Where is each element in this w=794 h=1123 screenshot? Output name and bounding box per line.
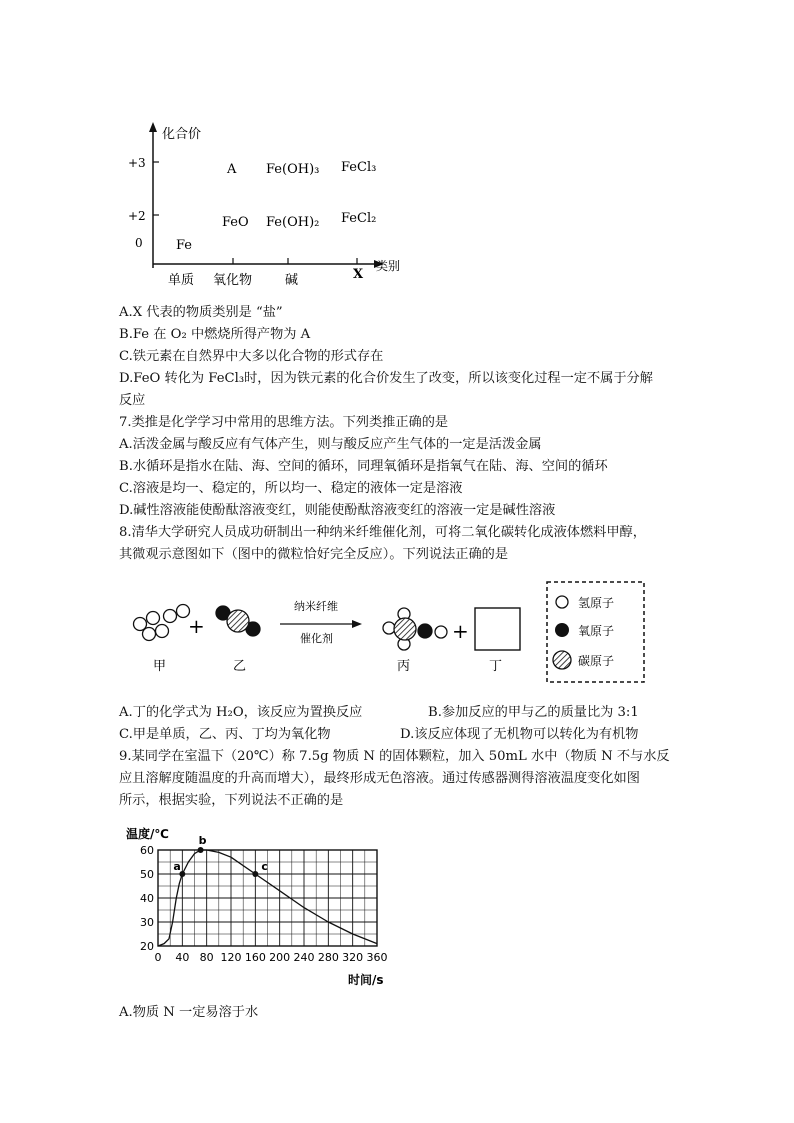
product-bing-molecule (383, 608, 447, 650)
chart-point-label-b: b (198, 834, 207, 847)
valence-y-label: 化合价 (162, 127, 202, 142)
q8-option-b: B.参加反应的甲与乙的质量比为 3:1 (428, 705, 639, 720)
product-ding-box (475, 608, 520, 650)
legend-c-label: 碳原子 (578, 654, 615, 668)
valence-chart (120, 118, 420, 298)
chart-y-tick-label: 20 (140, 940, 154, 953)
valence-x-label: 类别 (376, 259, 401, 273)
q9-stem-line1: 9.某同学在室温下（20℃）称 7.5g 物质 N 的固体颗粒，加入 50mL 水中（物质 N 不与水反 (119, 749, 670, 764)
temperature-chart (120, 822, 395, 992)
cell-a: A (227, 162, 237, 177)
cell-feoh3: Fe(OH)₃ (266, 162, 320, 177)
cell-fecl2: FeCl₂ (341, 211, 377, 226)
q9-option-a: A.物质 N 一定易溶于水 (119, 1005, 259, 1020)
chart-y-tick-label: 30 (140, 916, 154, 929)
label-yi: 乙 (233, 659, 247, 674)
reactant-jia-molecules (134, 605, 190, 641)
q8-stem-line2: 其微观示意图如下（图中的微粒恰好完全反应）。下列说法正确的是 (119, 547, 509, 562)
chart-x-tick-label: 200 (269, 951, 291, 964)
cell-feo: FeO (222, 215, 249, 230)
c-atom (394, 618, 416, 640)
q7-option-a: A.活泼金属与酸反应有气体产生，则与酸反应产生气体的一定是活泼金属 (119, 437, 542, 452)
label-ding: 丁 (489, 659, 503, 674)
reactant-yi-molecule (216, 606, 260, 636)
catalyst-top-label: 纳米纤维 (294, 600, 338, 613)
label-bing: 丙 (397, 659, 411, 674)
q8-stem-line1: 8.清华大学研究人员成功研制出一种纳米纤维催化剂，可将二氧化碳转化成液体燃料甲醇， (119, 525, 646, 540)
chart-y-tick-label: 50 (140, 868, 154, 881)
chart-x-tick-label: 280 (317, 951, 339, 964)
h-atom (383, 622, 395, 634)
q7-option-d: D.碱性溶液能使酚酞溶液变红，则能使酚酞溶液变红的溶液一定是碱性溶液 (119, 503, 556, 518)
cat-oxide: 氧化物 (213, 273, 253, 288)
tick-plus2: +2 (128, 209, 146, 223)
chart-x-tick-label: 120 (220, 951, 242, 964)
q8-option-d: D.该反应体现了无机物可以转化为有机物 (400, 727, 639, 742)
h-atom (147, 612, 160, 625)
q7-option-b: B.水循环是指水在陆、海、空间的循环，同理氧循环是指氧气在陆、海、空间的循环 (119, 459, 608, 474)
q9-stem-line2: 应且溶解度随温度的升高而增大），最终形成无色溶液。通过传感器测得溶液温度变化如图 (119, 771, 640, 786)
c-atom (227, 610, 249, 632)
chart-x-label: 时间/s (348, 973, 384, 987)
label-jia: 甲 (153, 659, 167, 674)
reaction-diagram (120, 580, 680, 690)
q6-option-b: B.Fe 在 O₂ 中燃烧所得产物为 A (119, 327, 311, 342)
q6-option-d-line2: 反应 (119, 393, 146, 408)
q7-stem: 7.类推是化学学习中常用的思维方法。下列类推正确的是 (119, 415, 449, 430)
tick-zero: 0 (135, 236, 143, 250)
q6-option-d-line1: D.FeO 转化为 FeCl₃时，因为铁元素的化合价发生了改变，所以该变化过程一定不属于分解 (119, 371, 653, 386)
catalyst-bottom-label: 催化剂 (300, 632, 333, 645)
q8-option-a: A.丁的化学式为 H₂O，该反应为置换反应 (119, 705, 363, 720)
h-atom (164, 610, 177, 623)
cat-base: 碱 (285, 273, 299, 288)
legend-o-swatch (555, 623, 569, 637)
valence-y-arrow (149, 122, 157, 132)
q7-option-c: C.溶液是均一、稳定的，所以均一、稳定的液体一定是溶液 (119, 481, 463, 496)
q8-option-c: C.甲是单质，乙、丙、丁均为氧化物 (119, 727, 331, 742)
chart-x-tick-label: 240 (293, 951, 315, 964)
cat-elem: 单质 (168, 273, 195, 288)
cell-feoh2: Fe(OH)₂ (266, 215, 320, 230)
chart-y-tick-label: 40 (140, 892, 154, 905)
legend-c-swatch (553, 651, 571, 669)
plus-sign-2: + (452, 619, 469, 643)
q6-option-a: A.X 代表的物质类别是 “盐” (119, 305, 283, 320)
q6-option-c: C.铁元素在自然界中大多以化合物的形式存在 (119, 349, 384, 364)
legend-h-swatch (556, 596, 568, 608)
plus-sign-1: + (188, 614, 205, 638)
chart-x-tick-label: 160 (244, 951, 266, 964)
h-atom (143, 628, 156, 641)
chart-x-tick-label: 360 (366, 951, 388, 964)
cell-fe: Fe (176, 238, 193, 253)
chart-point-b (198, 847, 204, 853)
chart-y-tick-label: 60 (140, 844, 154, 857)
h-atom (435, 626, 447, 638)
chart-x-tick-label: 40 (175, 951, 190, 964)
chart-y-label: 温度/℃ (126, 827, 169, 841)
cell-fecl3: FeCl₃ (341, 160, 377, 175)
chart-x-tick-label: 80 (199, 951, 214, 964)
chart-point-label-a: a (173, 860, 181, 873)
q9-stem-line3: 所示，根据实验，下列说法不正确的是 (119, 793, 344, 808)
o-atom (418, 624, 432, 638)
chart-x-tick-label: 320 (342, 951, 364, 964)
legend-h-label: 氢原子 (578, 596, 615, 610)
h-atom (156, 625, 169, 638)
chart-point-c (252, 871, 258, 877)
chart-x-tick-label: 0 (154, 951, 162, 964)
tick-plus3: +3 (128, 156, 146, 170)
cat-x: X (353, 267, 364, 282)
legend-o-label: 氧原子 (578, 624, 615, 638)
chart-point-label-c: c (261, 860, 268, 873)
